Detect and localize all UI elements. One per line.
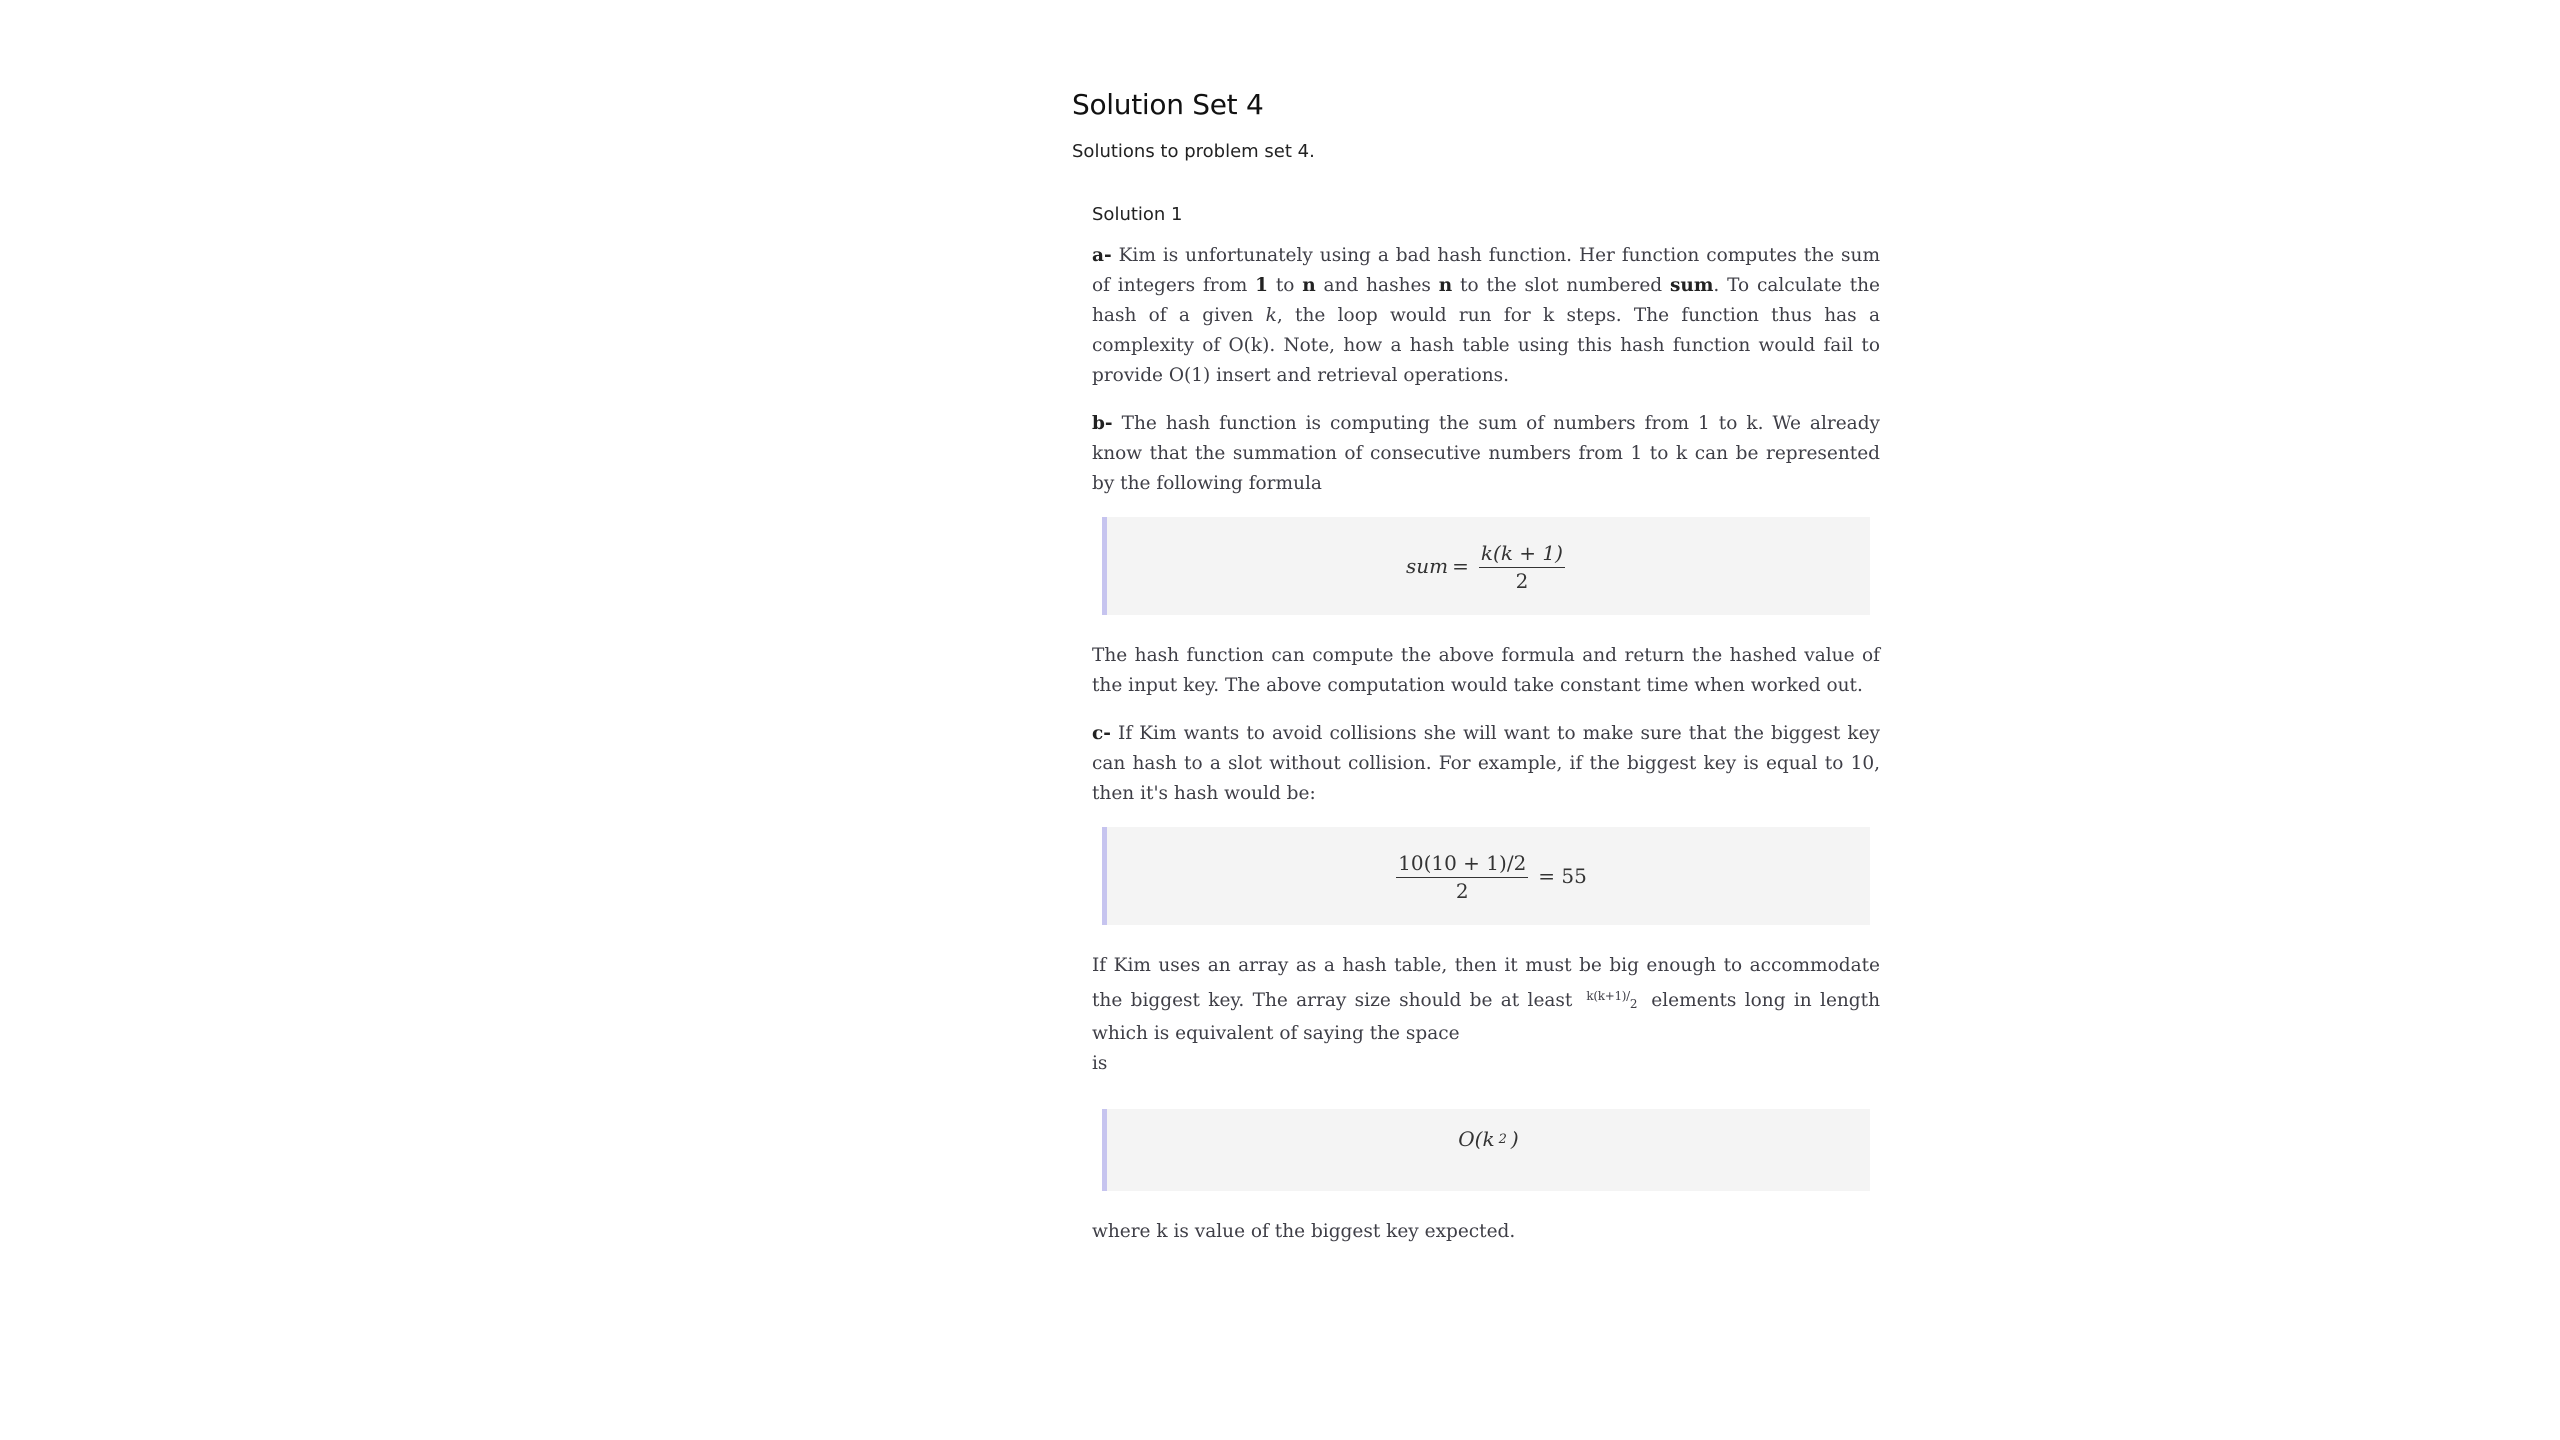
text: is — [1092, 1053, 1108, 1074]
formula-example — [1102, 827, 1870, 925]
formula-sum — [1102, 517, 1870, 615]
formula-lhs: sum — [1406, 554, 1449, 578]
closing-paragraph: where k is value of the biggest key expected. — [1092, 1221, 1516, 1242]
solution-section — [1092, 204, 1880, 1247]
text: . To calculate the hash of a given — [1092, 275, 1880, 326]
formula-close: ) — [1510, 1127, 1519, 1151]
inline-fraction-numerator: k(k+1) — [1586, 989, 1627, 1003]
paragraph-array — [1092, 951, 1880, 1079]
paragraph-b — [1092, 409, 1880, 499]
text: If Kim wants to avoid collisions she will want to make sure that the biggest key can hash to a slot without collision. For example, if the biggest key is equal to 10, then it's hash would be: — [1092, 723, 1880, 804]
formula-result: = 55 — [1538, 864, 1587, 888]
part-label-b: b- — [1092, 413, 1113, 434]
text: Kim is unfortunately using a bad hash function. Her function computes the sum of integers from — [1092, 245, 1880, 296]
page-subtitle: Solutions to problem set 4. — [1072, 141, 1315, 162]
formula-fraction — [1396, 851, 1528, 902]
fraction-denominator: 2 — [1515, 568, 1529, 593]
text: elements long in length which is equivalent of saying the space — [1092, 990, 1880, 1044]
bold-text: sum — [1669, 275, 1714, 296]
bold-text: n — [1438, 275, 1453, 296]
formula-space-complexity — [1102, 1109, 1870, 1191]
paragraph-c — [1092, 719, 1880, 809]
paragraph-a — [1092, 241, 1880, 391]
text: , the loop would run for k steps. The function thus has a complexity of O(k). Note, how a hash table using this hash function would fail to provide O(1) insert and retrieval operations. — [1092, 305, 1880, 386]
text: The hash function is computing the sum of numbers from 1 to k. We already know that the summation of consecutive numbers from 1 to k can be represented by the following formula — [1092, 413, 1880, 494]
paragraph-after-b: The hash function can compute the above formula and return the hashed value of the input key. The above computation would take constant time when worked out. — [1092, 645, 1880, 696]
inline-fraction: k(k+1)/2 — [1586, 989, 1638, 1011]
text: to — [1268, 275, 1303, 296]
formula-text: O(k — [1458, 1127, 1495, 1151]
bold-text: 1 — [1255, 275, 1269, 296]
italic-text: k — [1265, 305, 1277, 326]
formula-fraction — [1479, 541, 1565, 592]
fraction-denominator: 2 — [1455, 878, 1469, 903]
page-title: Solution Set 4 — [1072, 88, 1264, 121]
part-label-c: c- — [1092, 723, 1111, 744]
fraction-numerator: k(k + 1) — [1479, 541, 1565, 568]
formula-exponent: 2 — [1498, 1131, 1507, 1147]
document — [1072, 88, 1880, 1265]
formula-equals: = — [1452, 554, 1469, 578]
inline-fraction-denominator: 2 — [1629, 997, 1638, 1011]
text: and hashes — [1315, 275, 1439, 296]
part-label-a: a- — [1092, 245, 1112, 266]
text: If Kim uses an array as a hash table, then it must be big enough to accommodate the biggest key. The array size should be at least — [1092, 955, 1880, 1011]
text: to the slot numbered — [1452, 275, 1670, 296]
bold-text: n — [1302, 275, 1316, 296]
fraction-numerator: 10(10 + 1)/2 — [1396, 851, 1528, 878]
solution-heading: Solution 1 — [1092, 204, 1183, 225]
